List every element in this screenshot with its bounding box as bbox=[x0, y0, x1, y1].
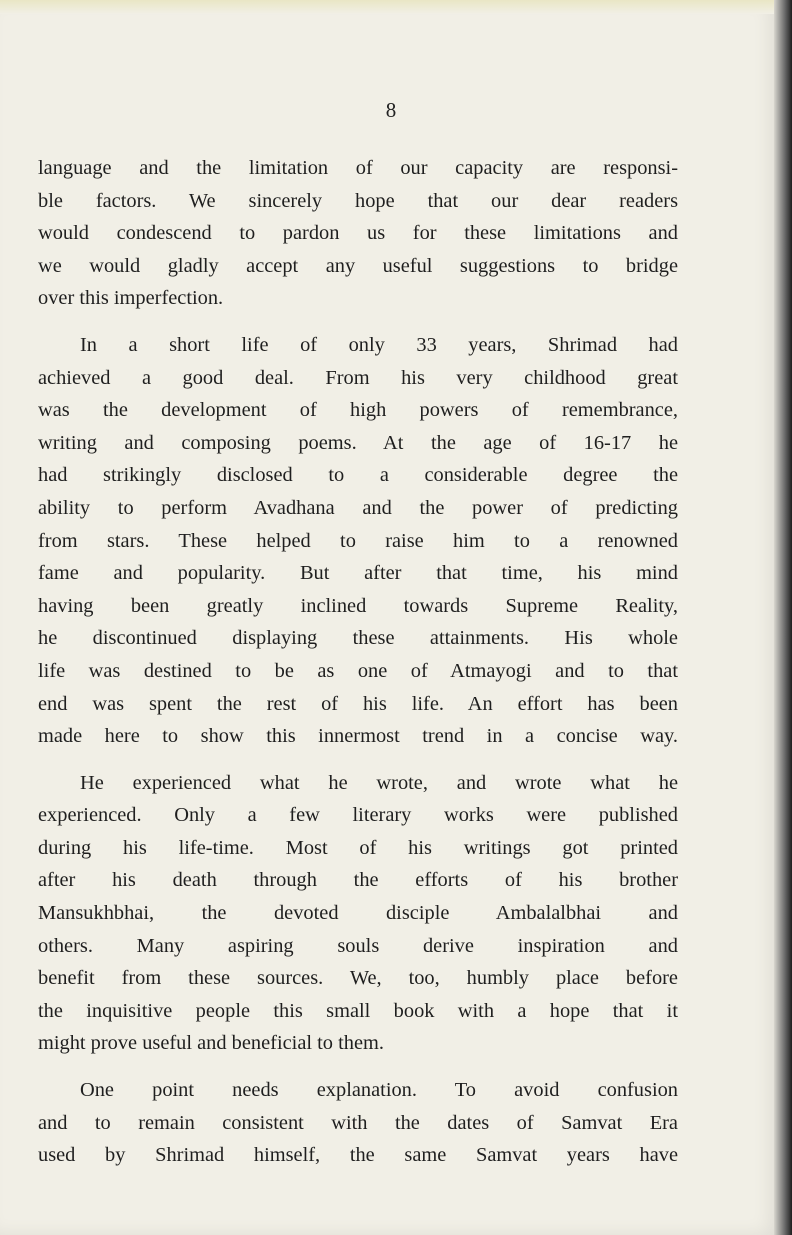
text-line: made here to show this innermost trend in a concise way. bbox=[38, 725, 678, 748]
text-line: experienced. Only a few literary works were published bbox=[38, 804, 678, 827]
paragraph-2 bbox=[38, 329, 678, 753]
text-line: fame and popularity. But after that time, his mind bbox=[38, 562, 678, 585]
text-line: One point needs explanation. To avoid confusion bbox=[80, 1079, 678, 1102]
text-line: the inquisitive people this small book with a hope that it bbox=[38, 999, 678, 1022]
text-line: having been greatly inclined towards Supreme Reality, bbox=[38, 594, 678, 617]
text-line: would condescend to pardon us for these limitations and bbox=[38, 222, 678, 245]
text-line: life was destined to be as one of Atmayogi and to that bbox=[38, 659, 678, 682]
text-line: and to remain consistent with the dates of Samvat Era bbox=[38, 1111, 678, 1134]
body-text bbox=[38, 152, 678, 1172]
paragraph-4 bbox=[38, 1074, 678, 1172]
text-line: might prove useful and beneficial to them. bbox=[38, 1032, 384, 1055]
text-line: he discontinued displaying these attainments. His whole bbox=[38, 627, 678, 650]
text-line: had strikingly disclosed to a considerable degree the bbox=[38, 464, 678, 487]
text-line: He experienced what he wrote, and wrote what he bbox=[80, 771, 678, 794]
text-line: others. Many aspiring souls derive inspiration and bbox=[38, 934, 678, 957]
text-line: Mansukhbhai, the devoted disciple Ambalalbhai and bbox=[38, 902, 678, 925]
text-line: from stars. These helped to raise him to a renowned bbox=[38, 529, 678, 552]
page-number: 8 bbox=[385, 98, 397, 122]
text-line: used by Shrimad himself, the same Samvat years have bbox=[38, 1144, 678, 1167]
text-line: In a short life of only 33 years, Shrimad had bbox=[80, 333, 678, 356]
paragraph-3 bbox=[38, 767, 678, 1060]
text-line: we would gladly accept any useful suggestions to bridge bbox=[38, 254, 678, 277]
text-line: was the development of high powers of remembrance, bbox=[38, 399, 678, 422]
text-line: writing and composing poems. At the age of 16-17 he bbox=[38, 431, 678, 454]
paragraph-1 bbox=[38, 152, 678, 315]
text-line: ble factors. We sincerely hope that our dear readers bbox=[38, 189, 678, 212]
text-line: ability to perform Avadhana and the power of predicting bbox=[38, 496, 678, 519]
book-spine-shadow bbox=[774, 0, 792, 1235]
text-line: benefit from these sources. We, too, humbly place before bbox=[38, 967, 678, 990]
page-top-edge bbox=[0, 0, 792, 14]
text-line: after his death through the efforts of his brother bbox=[38, 869, 678, 892]
text-line: over this imperfection. bbox=[38, 287, 224, 310]
text-line: achieved a good deal. From his very childhood great bbox=[38, 366, 678, 389]
text-line: language and the limitation of our capacity are responsi- bbox=[38, 157, 678, 179]
text-line: during his life-time. Most of his writings got printed bbox=[38, 836, 678, 859]
text-line: end was spent the rest of his life. An effort has been bbox=[38, 692, 678, 715]
